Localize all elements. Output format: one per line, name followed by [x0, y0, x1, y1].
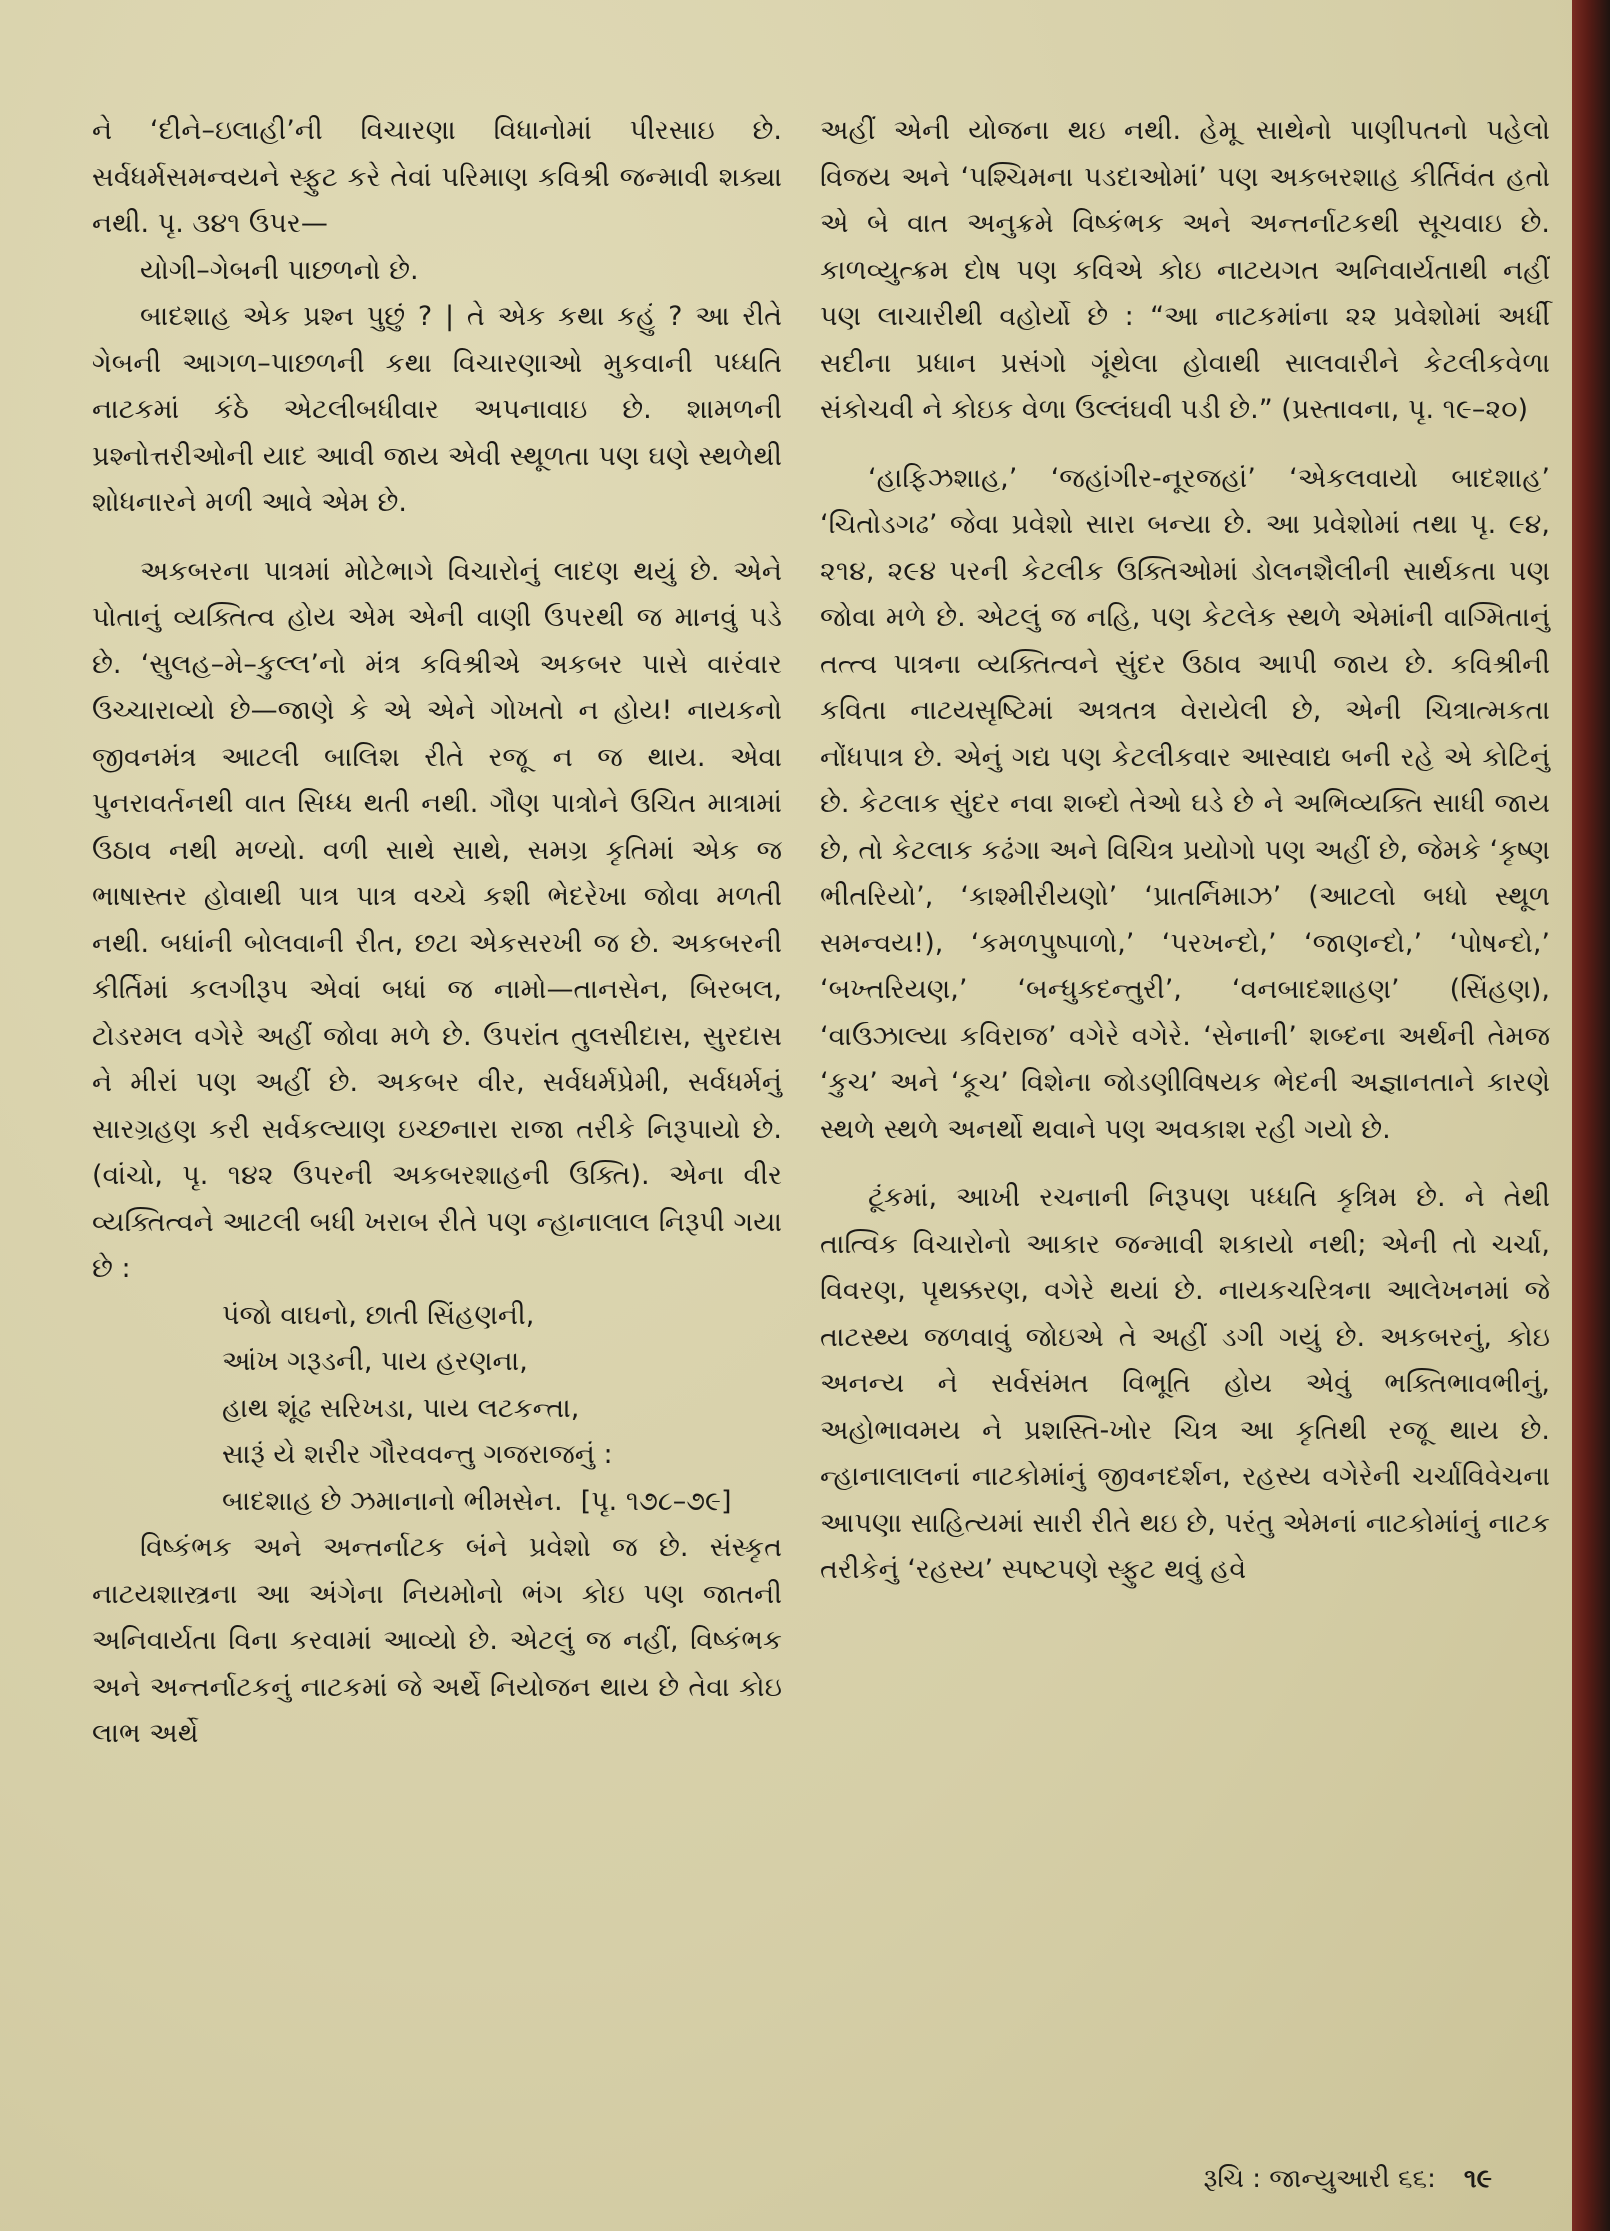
poem-line-text: બાદશાહ છે ઝમાનાનો ભીમસેન. [222, 1485, 563, 1517]
paragraph: વિષ્કંભક અને અન્તર્નાટક બંને પ્રવેશો જ છે. સંસ્કૃત નાટયશાસ્ત્રના આ અંગેના નિયમોનો ભંગ કોઇ પણ જાતની અનિવાર્યતા વિના કરવામાં આવ્યો છે. એટલું જ નહીં, વિષ્કંભક અને અન્તર્નાટકનું નાટકમાં જે અર્થે નિયોજન થાય છે તેવા કોઇ લાભ અર્થે [92, 1532, 782, 1749]
poem-line [222, 1479, 782, 1526]
poem-page-reference: [પૃ. ૧૭૮–૭૯] [580, 1485, 732, 1517]
poem-line: હાથ શૂંઢ સરિખડા, પાય લટકન્તા, [222, 1392, 580, 1424]
left-column [92, 108, 782, 1758]
paragraph: ટૂંકમાં, આખી રચનાની નિરૂપણ પધ્ધતિ કૃત્રિમ છે. ને તેથી તાત્વિક વિચારોનો આકાર જન્માવી શકાયો નથી; એની તો ચર્ચા, વિવરણ, પૃથક્કરણ, વગેરે થયાં છે. નાયકચરિત્રના આલેખનમાં જે તાટસ્થ્ય જળવાવું જોઇએ તે અહીં ડગી ગયું છે. અકબરનું, કોઇ અનન્ય ને સર્વસંમત વિભૂતિ હોય એવું ભક્તિભાવભીનું, અહોભાવમય ને પ્રશસ્તિ-ખોર ચિત્ર આ કૃતિથી રજૂ થાય છે. ન્હાનાલાલનાં નાટકોમાંનું જીવનદર્શન, રહસ્ય વગેરેની ચર્ચાવિવેચના આપણા સાહિત્યમાં સારી રીતે થઇ છે, પરંતુ એમનાં નાટકોમાંનું નાટક તરીકેનું ‘રહસ્ય’ સ્પષ્ટપણે સ્ફુટ થવું હવે [820, 1182, 1550, 1585]
page-edge-shadow [1572, 0, 1610, 2231]
poem-line: પંજો વાઘનો, છાતી સિંહણની, [222, 1299, 535, 1331]
page-footer [1204, 2164, 1493, 2195]
poem-line: આંખ ગરૂડની, પાય હરણના, [222, 1346, 528, 1377]
poem-line: સારૂં યે શરીર ગૌરવવન્તુ ગજરાજનું : [222, 1439, 613, 1470]
poem-quote [92, 1293, 782, 1526]
paragraph: બાદશાહ એક પ્રશ્ન પુછું ? | તે એક કથા કહું ? આ રીતે ગેબની આગળ–પાછળની કથા વિચારણાઓ મુકવાની પધ્ધતિ નાટકમાં કંઠે એટલીબધીવાર અપનાવાઇ છે. શામળની પ્રશ્નોત્તરીઓની યાદ આવી જાય એવી સ્થૂળતા પણ ઘણે સ્થળેથી શોધનારને મળી આવે એમ છે. [92, 301, 782, 518]
paragraph: ‘હાફિઝશાહ,’ ‘જહાંગીર-નૂરજહાં’ ‘એકલવાયો બાદશાહ’ ‘ચિતોડગઢ’ જેવા પ્રવેશો સારા બન્યા છે. આ પ્રવેશોમાં તથા પૃ. ૯૪, ૨૧૪, ૨૯૪ પરની કેટલીક ઉક્તિઓમાં ડોલનશૈલીની સાર્થકતા પણ જોવા મળે છે. એટલું જ નહિ, પણ કેટલેક સ્થળે એમાંની વાગ્મિતાનું તત્ત્વ પાત્રના વ્યક્તિત્વને સુંદર ઉઠાવ આપી જાય છે. કવિશ્રીની કવિતા નાટયસૃષ્ટિમાં અત્રતત્ર વેરાયેલી છે, એની ચિત્રાત્મકતા નોંધપાત્ર છે. એનું ગદ્ય પણ કેટલીકવાર આસ્વાદ્ય બની રહે એ કોટિનું છે. કેટલાક સુંદર નવા શબ્દો તેઓ ઘડે છે ને અભિવ્યક્તિ સાધી જાય છે, તો કેટલાક કઢંગા અને વિચિત્ર પ્રયોગો પણ અહીં છે, જેમકે ‘કૃષ્ણ ભીતરિયો’, ‘કાશ્મીરીયણો’ ‘પ્રાતર્નિમાઝ’ (આટલો બધો સ્થૂળ સમન્વય!), ‘કમળપુષ્પાળો,’ ‘પરખન્દો,’ ‘જાણન્દો,’ ‘પોષન્દો,’ ‘બખ્તરિયણ,’ ‘બન્ધુકદન્તુરી’, ‘વનબાદશાહણ’ (સિંહણ), ‘વાઉઝાલ્યા કવિરાજ’ વગેરે વગેરે. ‘સેનાની’ શબ્દના અર્થની તેમજ ‘કુચ’ અને ‘કૂચ’ વિશેના જોડણીવિષયક ભેદની અજ્ઞાનતાને કારણે સ્થળે સ્થળે અનર્થો થવાને પણ અવકાશ રહી ગયો છે. [820, 462, 1550, 1145]
paragraph: ને ‘દીને–ઇલાહી’ની વિચારણા વિધાનોમાં પીરસાઇ છે. સર્વધર્મસમન્વયને સ્ફુટ કરે તેવાં પરિમાણ કવિશ્રી જન્માવી શક્યા નથી. પૃ. ૩૪૧ ઉપર— [92, 115, 782, 239]
paragraph: અકબરના પાત્રમાં મોટેભાગે વિચારોનું લાદણ થયું છે. એને પોતાનું વ્યક્તિત્વ હોય એમ એની વાણી ઉપરથી જ માનવું પડે છે. ‘સુલહ–મે–કુલ્લ’નો મંત્ર કવિશ્રીએ અકબર પાસે વારંવાર ઉચ્ચારાવ્યો છે—જાણે કે એ એને ગોખતો ન હોય! નાયકનો જીવનમંત્ર આટલી બાલિશ રીતે રજૂ ન જ થાય. એવા પુનરાવર્તનથી વાત સિધ્ધ થતી નથી. ગૌણ પાત્રોને ઉચિત માત્રામાં ઉઠાવ નથી મળ્યો. વળી સાથે સાથે, સમગ્ર કૃતિમાં એક જ ભાષાસ્તર હોવાથી પાત્ર પાત્ર વચ્ચે કશી ભેદરેખા જોવા મળતી નથી. બધાંની બોલવાની રીત, છટા એકસરખી જ છે. અકબરની કીર્તિમાં કલગીરૂપ એવાં બધાં જ નામો—તાનસેન, બિરબલ, ટોડરમલ વગેરે અહીં જોવા મળે છે. ઉપરાંત તુલસીદાસ, સુરદાસ ને મીરાં પણ અહીં છે. અકબર વીર, સર્વધર્મપ્રેમી, સર્વધર્મનું સારગ્રહણ કરી સર્વકલ્યાણ ઇચ્છનારા રાજા તરીકે નિરૂપાયો છે. (વાંચો, પૃ. ૧૪૨ ઉપરની અકબરશાહની ઉક્તિ). એના વીર વ્યક્તિત્વને આટલી બધી ખરાબ રીતે પણ ન્હાનાલાલ નિરૂપી ગયા છે : [92, 555, 782, 1284]
paragraph: યોગી–ગેબની પાછળનો છે. [140, 254, 419, 286]
magazine-issue-label: રૂચિ : જાન્યુઆરી ૬૬: [1203, 2164, 1436, 2194]
paragraph: અહીં એની યોજના થઇ નથી. હેમૂ સાથેનો પાણીપતનો પહેલો વિજય અને ‘પશ્ચિમના પડદાઓમાં’ પણ અકબરશાહ કીર્તિવંત હતો એ બે વાત અનુક્રમે વિષ્કંભક અને અન્તર્નાટકથી સૂચવાઇ છે. કાળવ્યુત્ક્રમ દોષ પણ કવિએ કોઇ નાટયગત અનિવાર્યતાથી નહીં પણ લાચારીથી વહોર્યો છે : “આ નાટકમાંના ૨૨ પ્રવેશોમાં અર્ધી સદીના પ્રધાન પ્રસંગો ગૂંથેલા હોવાથી સાલવારીને કેટલીકવેળા સંકોચવી ને કોઇક વેળા ઉલ્લંઘવી પડી છે.” (પ્રસ્તાવના, પૃ. ૧૯–૨૦) [820, 115, 1550, 425]
page-number: ૧૯ [1463, 2164, 1492, 2194]
right-column [820, 108, 1550, 1594]
